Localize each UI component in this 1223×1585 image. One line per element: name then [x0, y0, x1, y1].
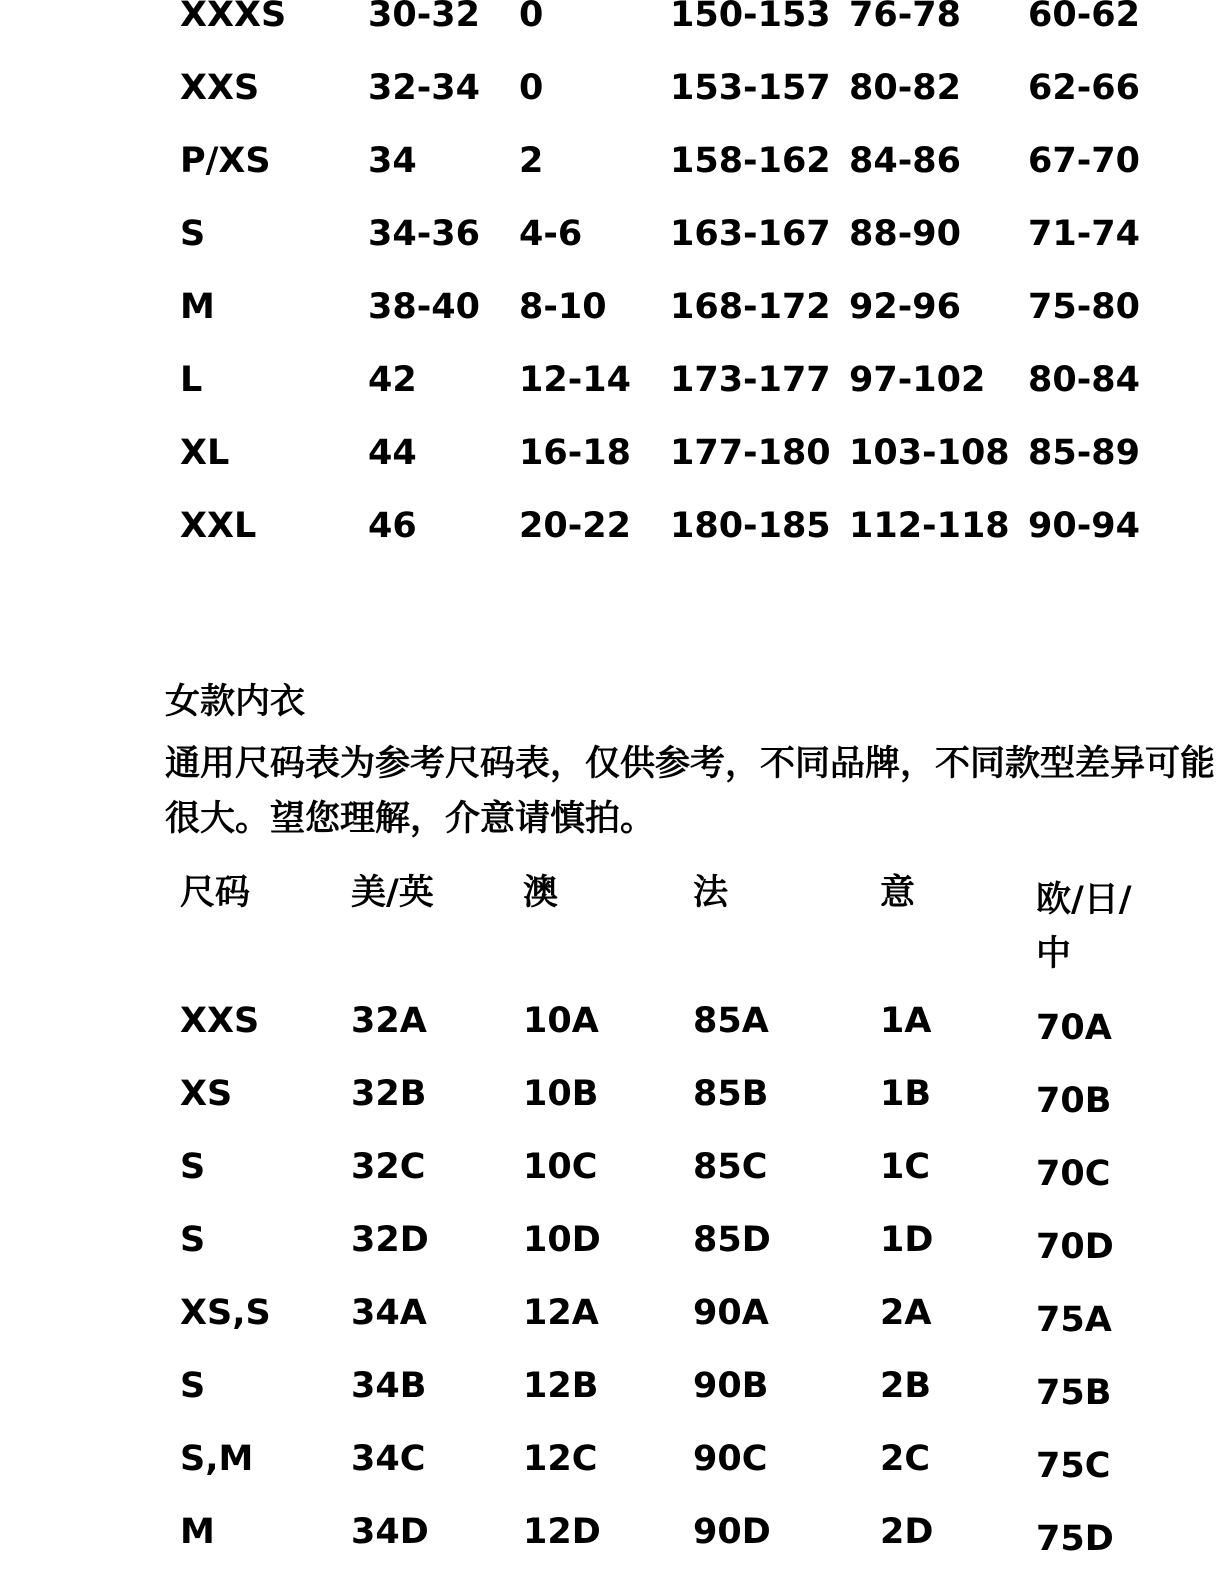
table-cell: 153-157: [670, 68, 831, 108]
table-cell: 62-66: [1028, 68, 1140, 108]
table-row: [180, 1220, 1166, 1293]
table-cell: 12A: [523, 1293, 599, 1333]
table-cell: 34A: [351, 1293, 427, 1333]
table-row: [180, 506, 1148, 579]
table-cell: 70A: [1036, 1008, 1112, 1048]
table-cell: 12-14: [519, 360, 631, 400]
table-cell: 75D: [1036, 1519, 1114, 1559]
table-cell: M: [180, 287, 215, 327]
table-cell: 2: [519, 141, 544, 181]
table-cell: 16-18: [519, 433, 631, 473]
table-cell: 2C: [880, 1439, 931, 1479]
table-cell: 90-94: [1028, 506, 1140, 546]
table-row: [180, 1001, 1166, 1074]
table-cell: 85A: [693, 1001, 769, 1041]
table-row: [180, 360, 1148, 433]
table-cell: 70B: [1036, 1081, 1112, 1121]
table-cell: XXS: [180, 1001, 260, 1041]
section-title: 女款内衣: [165, 682, 306, 722]
table-cell: 32C: [351, 1147, 426, 1187]
table-row: [180, 1293, 1166, 1366]
table-cell: 34B: [351, 1366, 427, 1406]
table-cell: 180-185: [670, 506, 831, 546]
size-chart-body: [180, 0, 1148, 579]
table-cell: 85B: [693, 1074, 769, 1114]
table-cell: XXS: [180, 68, 260, 108]
table-cell: 34: [368, 141, 417, 181]
table-cell: 88-90: [849, 214, 961, 254]
table-cell: 1D: [880, 1220, 934, 1260]
table-cell: 32A: [351, 1001, 427, 1041]
table-row: [180, 287, 1148, 360]
table-row: [180, 68, 1148, 141]
table-cell: 42: [368, 360, 417, 400]
table-row: [180, 214, 1148, 287]
table-cell: 0: [519, 68, 544, 108]
table-cell: 85D: [693, 1220, 771, 1260]
table-cell: 60-62: [1028, 0, 1140, 35]
header-cell: 尺码: [180, 873, 251, 913]
header-row: [180, 873, 1166, 1001]
table-cell: 70D: [1036, 1227, 1114, 1267]
table-cell: 75A: [1036, 1300, 1112, 1340]
table-cell: 84-86: [849, 141, 961, 181]
table-cell: 10B: [523, 1074, 599, 1114]
table-cell: XS,S: [180, 1293, 271, 1333]
table-cell: 1A: [880, 1001, 932, 1041]
table-cell: 32D: [351, 1220, 429, 1260]
table-cell: 10D: [523, 1220, 601, 1260]
header-cell: 法: [693, 873, 729, 913]
table-cell: 177-180: [670, 433, 831, 473]
header-cell: 欧/日/中: [1036, 880, 1132, 974]
table-row: [180, 1366, 1166, 1439]
table-cell: 8-10: [519, 287, 607, 327]
table-cell: 90D: [693, 1512, 771, 1552]
table-cell: XXXS: [180, 0, 287, 35]
header-cell: 美/英: [351, 873, 434, 913]
table-cell: 112-118: [849, 506, 1010, 546]
table-cell: 75B: [1036, 1373, 1112, 1413]
table-cell: 20-22: [519, 506, 631, 546]
table-cell: 0: [519, 0, 544, 35]
table-cell: 1C: [880, 1147, 931, 1187]
table-cell: 76-78: [849, 0, 961, 35]
table-cell: L: [180, 360, 203, 400]
table-row: [180, 1439, 1166, 1512]
table-cell: 38-40: [368, 287, 480, 327]
table-cell: 97-102: [849, 360, 986, 400]
table-cell: S,M: [180, 1439, 254, 1479]
table-cell: S: [180, 1220, 206, 1260]
table-cell: 4-6: [519, 214, 583, 254]
table-row: [180, 0, 1148, 68]
bra-table-body: [180, 1001, 1166, 1585]
table-cell: 67-70: [1028, 141, 1140, 181]
table-cell: S: [180, 1366, 206, 1406]
bra-size-table: [180, 873, 1166, 1585]
table-cell: 34C: [351, 1439, 426, 1479]
size-chart-table: [180, 0, 1148, 579]
table-cell: 85-89: [1028, 433, 1140, 473]
table-row: [180, 1512, 1166, 1585]
table-cell: 12C: [523, 1439, 598, 1479]
table-row: [180, 1074, 1166, 1147]
table-cell: 10C: [523, 1147, 598, 1187]
section-note: 通用尺码表为参考尺码表，仅供参考，不同品牌，不同款型差异可能很大。望您理解，介意请慎拍。: [165, 744, 1216, 839]
table-cell: 90B: [693, 1366, 769, 1406]
table-cell: 30-32: [368, 0, 480, 35]
table-cell: 75C: [1036, 1446, 1111, 1486]
table-cell: 44: [368, 433, 417, 473]
table-cell: 103-108: [849, 433, 1010, 473]
table-cell: XXL: [180, 506, 257, 546]
header-cell: 意: [880, 873, 916, 913]
table-cell: 12B: [523, 1366, 599, 1406]
table-cell: M: [180, 1512, 215, 1552]
table-cell: 12D: [523, 1512, 601, 1552]
table-cell: 168-172: [670, 287, 831, 327]
table-cell: 150-153: [670, 0, 831, 35]
table-cell: 80-84: [1028, 360, 1140, 400]
table-row: [180, 1147, 1166, 1220]
table-cell: 158-162: [670, 141, 831, 181]
table-cell: 2D: [880, 1512, 934, 1552]
table-cell: 71-74: [1028, 214, 1140, 254]
table-cell: 46: [368, 506, 417, 546]
table-cell: P/XS: [180, 141, 271, 181]
table-cell: 90A: [693, 1293, 769, 1333]
table-cell: 173-177: [670, 360, 831, 400]
table-cell: 75-80: [1028, 287, 1140, 327]
table-cell: S: [180, 1147, 206, 1187]
table-cell: 2A: [880, 1293, 932, 1333]
table-cell: 163-167: [670, 214, 831, 254]
table-row: [180, 433, 1148, 506]
table-cell: 70C: [1036, 1154, 1111, 1194]
table-cell: 10A: [523, 1001, 599, 1041]
table-cell: XL: [180, 433, 230, 473]
table-cell: 34D: [351, 1512, 429, 1552]
table-cell: 85C: [693, 1147, 768, 1187]
header-cell: 澳: [523, 873, 559, 913]
table-cell: 32-34: [368, 68, 480, 108]
table-cell: 34-36: [368, 214, 480, 254]
table-cell: 1B: [880, 1074, 932, 1114]
table-cell: XS: [180, 1074, 233, 1114]
table-cell: 32B: [351, 1074, 427, 1114]
table-cell: 92-96: [849, 287, 961, 327]
table-cell: 2B: [880, 1366, 932, 1406]
table-row: [180, 141, 1148, 214]
table-cell: S: [180, 214, 206, 254]
table-cell: 80-82: [849, 68, 961, 108]
table-cell: 90C: [693, 1439, 768, 1479]
bra-table-header: [180, 873, 1166, 1001]
